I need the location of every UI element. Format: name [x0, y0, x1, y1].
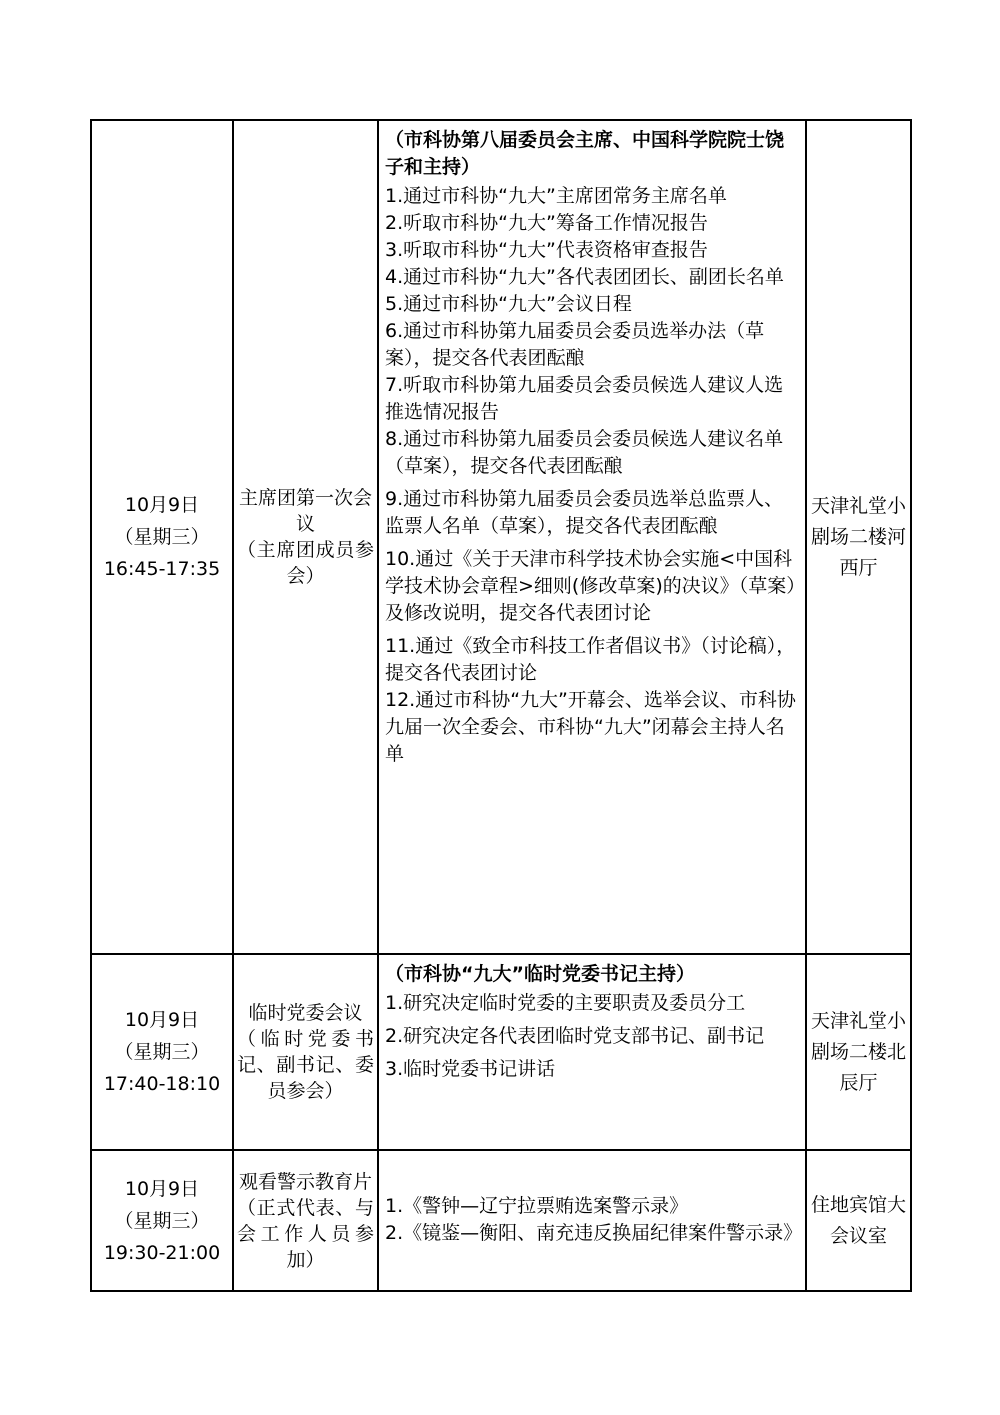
- agenda-item: 6.通过市科协第九届委员会委员选举办法（草案），提交各代表团酝酿: [385, 320, 765, 369]
- agenda-item: 1.《警钟—辽宁拉票贿选案警示录》: [385, 1194, 689, 1217]
- agenda-item: 10.通过《关于天津市科学技术协会实施<中国科学技术协会章程>细则(修改草案)的决议》（草案）及修改说明，提交各代表团讨论: [385, 548, 796, 624]
- date-text: 10月9日: [124, 494, 200, 516]
- time-range-text: 16:45-17:35: [103, 558, 221, 580]
- agenda-item: 1.通过市科协“九大”主席团常务主席名单: [385, 185, 727, 207]
- agenda-item: 3.听取市科协“九大”代表资格审查报告: [385, 239, 708, 261]
- date-text: 10月9日: [124, 1177, 200, 1200]
- table-row: [91, 120, 911, 954]
- agenda-item: 1.研究决定临时党委的主要职责及委员分工: [385, 992, 746, 1014]
- meeting-cell: [233, 120, 378, 954]
- agenda-item: 12.通过市科协“九大”开幕会、选举会议、市科协九届一次全委会、市科协“九大”闭幕会主持人名单: [385, 689, 796, 765]
- host-text: （市科协第八届委员会主席、中国科学院院士饶子和主持）: [385, 129, 785, 178]
- time-cell: [91, 954, 233, 1150]
- meeting-title: 临时党委会议: [248, 1002, 363, 1024]
- meeting-title: 观看警示教育片: [238, 1170, 372, 1193]
- place-cell: [806, 120, 911, 954]
- agenda-item: 3.临时党委书记讲话: [385, 1058, 556, 1080]
- agenda-item: 8.通过市科协第九届委员会委员候选人建议名单（草案），提交各代表团酝酿: [385, 428, 784, 477]
- place-text: 住地宾馆大会议室: [811, 1193, 907, 1247]
- time-range-text: 17:40-18:10: [103, 1073, 221, 1095]
- host-text: （市科协“九大”临时党委书记主持）: [385, 963, 695, 985]
- place-cell: [806, 954, 911, 1150]
- content-cell: [378, 954, 806, 1150]
- table-row: [91, 954, 911, 1150]
- place-cell: [806, 1150, 911, 1291]
- weekday-text: （星期三）: [114, 526, 210, 548]
- agenda-item: 2.研究决定各代表团临时党支部书记、副书记: [385, 1025, 765, 1047]
- time-cell: [91, 1150, 233, 1291]
- agenda-item: 11.通过《致全市科技工作者倡议书》（讨论稿），提交各代表团讨论: [385, 635, 796, 684]
- place-text: 天津礼堂小剧场二楼河西厅: [811, 494, 907, 579]
- content-cell: [378, 120, 806, 954]
- date-text: 10月9日: [124, 1009, 200, 1031]
- meeting-title: 主席团第一次会议: [238, 487, 372, 535]
- table-row: [91, 1150, 911, 1291]
- agenda-item: 2.《镜鉴—衡阳、南充违反换届纪律案件警示录》: [385, 1221, 803, 1244]
- meeting-cell: [233, 1150, 378, 1291]
- agenda-item: 9.通过市科协第九届委员会委员选举总监票人、监票人名单（草案），提交各代表团酝酿: [385, 488, 784, 537]
- weekday-text: （星期三）: [114, 1041, 210, 1063]
- agenda-item: 2.听取市科协“九大”筹备工作情况报告: [385, 212, 708, 234]
- weekday-text: （星期三）: [114, 1209, 210, 1232]
- agenda-item: 4.通过市科协“九大”各代表团团长、副团长名单: [385, 266, 784, 288]
- agenda-item: 7.听取市科协第九届委员会委员候选人建议人选推选情况报告: [385, 374, 784, 423]
- meeting-cell: [233, 954, 378, 1150]
- meeting-note: （主席团成员参会）: [237, 539, 374, 587]
- schedule-table: [90, 119, 912, 1292]
- time-range-text: 19:30-21:00: [103, 1241, 221, 1264]
- meeting-note: （临时党委书记、副书记、委员参会）: [237, 1028, 374, 1102]
- meeting-note: （正式代表、与会工作人员参加）: [237, 1196, 374, 1271]
- agenda-item: 5.通过市科协“九大”会议日程: [385, 293, 632, 315]
- time-cell: [91, 120, 233, 954]
- place-text: 天津礼堂小剧场二楼北辰厅: [811, 1009, 907, 1094]
- content-cell: [378, 1150, 806, 1291]
